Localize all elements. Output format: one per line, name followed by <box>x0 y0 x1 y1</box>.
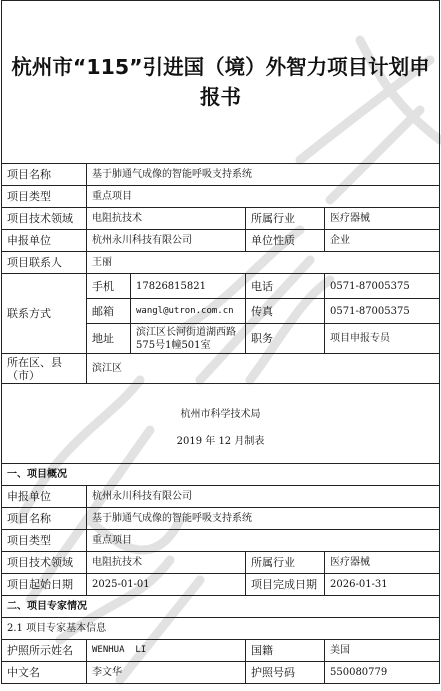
district-value: 滨江区 <box>87 354 440 384</box>
email-value: wangl@utron.com.cn <box>131 299 246 324</box>
s1-industry-value: 医疗器械 <box>325 552 440 574</box>
tech-field-value: 电阻抗技术 <box>87 208 246 230</box>
unit-nature-value: 企业 <box>325 230 440 252</box>
s1-start-value: 2025-01-01 <box>87 574 246 596</box>
s1-end-label: 项目完成日期 <box>246 574 325 596</box>
nationality-value: 美国 <box>325 640 440 662</box>
issuer-name: 杭州市科学技术局 <box>180 408 261 420</box>
passport-name-value: WENHUA LI <box>87 640 246 662</box>
s1-project-type-label: 项目类型 <box>2 530 87 552</box>
application-form <box>1 0 439 684</box>
nationality-label: 国籍 <box>246 640 325 662</box>
s1-applicant-label: 申报单位 <box>2 486 87 508</box>
chinese-name-label: 中文名 <box>2 662 87 684</box>
s1-project-type-value: 重点项目 <box>87 530 440 552</box>
address-label: 地址 <box>87 324 131 354</box>
s1-tech-field-value: 电阻抗技术 <box>87 552 246 574</box>
phone-value: 0571-87005375 <box>325 274 440 299</box>
issue-date: 2019 年 12 月制表 <box>176 435 265 447</box>
issuer-block <box>2 384 440 464</box>
s1-industry-label: 所属行业 <box>246 552 325 574</box>
passport-name-label: 护照所示姓名 <box>2 640 87 662</box>
fax-label: 传真 <box>246 299 325 324</box>
section-2-heading: 二、项目专家情况 <box>2 596 440 618</box>
s1-start-label: 项目起始日期 <box>2 574 87 596</box>
s1-project-name-label: 项目名称 <box>2 508 87 530</box>
applicant-label: 申报单位 <box>2 230 87 252</box>
unit-nature-label: 单位性质 <box>246 230 325 252</box>
cover-table <box>1 0 440 684</box>
section-2-1-heading: 2.1 项目专家基本信息 <box>2 618 440 640</box>
applicant-value: 杭州永川科技有限公司 <box>87 230 246 252</box>
passport-no-label: 护照号码 <box>246 662 325 684</box>
fax-value: 0571-87005375 <box>325 299 440 324</box>
s1-tech-field-label: 项目技术领域 <box>2 552 87 574</box>
document-title: 杭州市“115”引进国（境）外智力项目计划申报书 <box>2 1 440 164</box>
section-1-heading: 一、项目概况 <box>2 464 440 486</box>
chinese-name-value: 李文华 <box>87 662 246 684</box>
email-label: 邮箱 <box>87 299 131 324</box>
contact-value: 王丽 <box>87 252 440 274</box>
industry-label: 所属行业 <box>246 208 325 230</box>
s1-project-name-value: 基于肺通气成像的智能呼吸支持系统 <box>87 508 440 530</box>
contact-method-label: 联系方式 <box>2 274 87 354</box>
passport-no-value: 550080779 <box>325 662 440 684</box>
project-type-value: 重点项目 <box>87 186 440 208</box>
position-value: 项目申报专员 <box>325 324 440 354</box>
s1-end-value: 2026-01-31 <box>325 574 440 596</box>
contact-label: 项目联系人 <box>2 252 87 274</box>
project-name-value: 基于肺通气成像的智能呼吸支持系统 <box>87 164 440 186</box>
position-label: 职务 <box>246 324 325 354</box>
project-name-label: 项目名称 <box>2 164 87 186</box>
district-label: 所在区、县（市） <box>2 354 87 384</box>
phone-label: 电话 <box>246 274 325 299</box>
industry-value: 医疗器械 <box>325 208 440 230</box>
project-type-label: 项目类型 <box>2 186 87 208</box>
address-value: 滨江区长河街道湖西路575号1幢501室 <box>131 324 246 354</box>
mobile-value: 17826815821 <box>131 274 246 299</box>
s1-applicant-value: 杭州永川科技有限公司 <box>87 486 440 508</box>
mobile-label: 手机 <box>87 274 131 299</box>
tech-field-label: 项目技术领域 <box>2 208 87 230</box>
